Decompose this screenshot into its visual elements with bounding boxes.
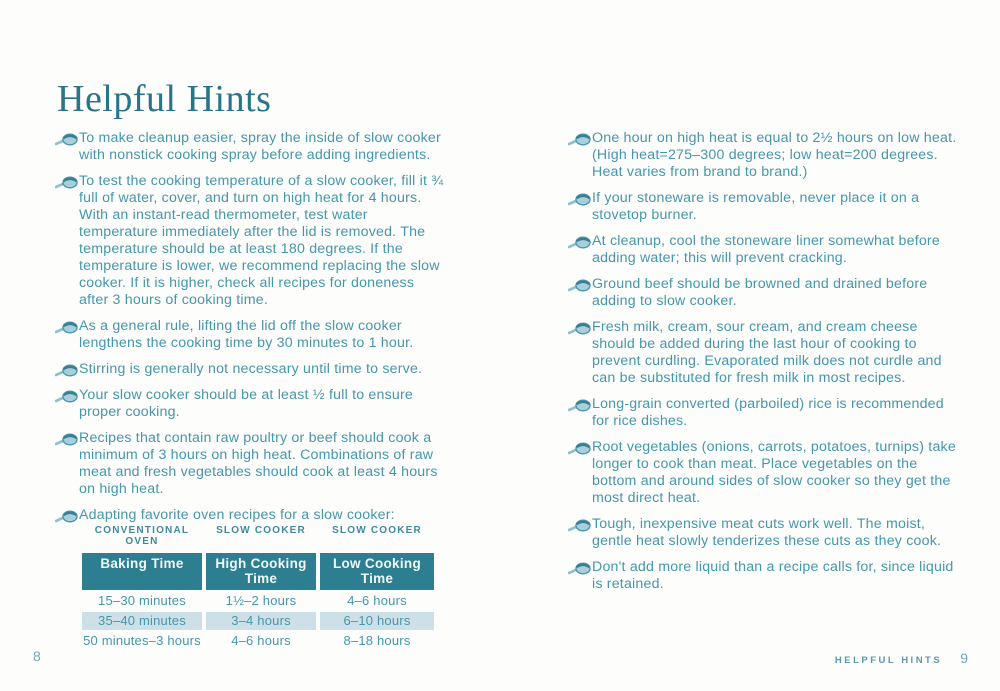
column-group-label: SLOW COOKER (332, 525, 422, 536)
hint-text: At cleanup, cool the stoneware liner somewhat before adding water; this will prevent cracking. (592, 233, 940, 266)
list-item (568, 233, 960, 267)
list-item (55, 173, 447, 309)
ladle-icon (568, 560, 592, 576)
hint-text: To test the cooking temperature of a slow cooker, fill it ¾ full of water, cover, and turn on high heat for 4 hours. With an instant-read thermometer, test water temperature immediately after the lid is removed. The temperature should be at least 180 degrees. If the temperature is lower, we recommend replacing the slow cooker. If it is higher, check all recipes for doneness after 3 hours of cooking time. (79, 173, 444, 308)
ladle-icon (568, 320, 592, 336)
list-item (568, 439, 960, 507)
ladle-icon (568, 131, 592, 147)
list-item (55, 318, 447, 352)
hint-text: Adapting favorite oven recipes for a slow cooker: (79, 507, 395, 523)
hints-list-right (568, 130, 960, 602)
list-item (568, 319, 960, 387)
ladle-icon (568, 277, 592, 293)
table-cell: 6–10 hours (320, 612, 434, 630)
list-item (55, 507, 447, 524)
table-cell: 1½–2 hours (225, 593, 297, 608)
ladle-icon (55, 508, 79, 524)
table-header: High Cooking Time (206, 553, 316, 590)
hint-text: Root vegetables (onions, carrots, potatoes, turnips) take longer to cook than meat. Place vegetables on the bottom and around sides of slow cooker so they get the most direct heat. (592, 439, 956, 506)
hint-text: Stirring is generally not necessary until time to serve. (79, 361, 423, 377)
table-cell: 35–40 minutes (82, 612, 202, 630)
list-item (55, 387, 447, 421)
column-group-label: SLOW COOKER (216, 525, 306, 536)
hint-text: Long-grain converted (parboiled) rice is recommended for rice dishes. (592, 396, 944, 429)
page-number-left: 8 (33, 648, 41, 664)
hint-text: Your slow cooker should be at least ½ full to ensure proper cooking. (79, 387, 414, 420)
footer-chapter-label: HELPFUL HINTS (834, 655, 943, 666)
ladle-icon (55, 174, 79, 190)
hint-text: Ground beef should be browned and drained before adding to slow cooker. (592, 276, 928, 309)
page-title: Helpful Hints (57, 78, 272, 121)
hints-list-left (55, 130, 447, 533)
hint-text: Recipes that contain raw poultry or beef should cook a minimum of 3 hours on high heat. Combinations of raw meat and fresh vegetables should cook at least 4 hours on high heat. (79, 430, 438, 497)
table-cell: 4–6 hours (231, 633, 291, 648)
hint-text: One hour on high heat is equal to 2½ hours on low heat. (High heat=275–300 degrees; low heat=200 degrees. Heat varies from brand to brand.) (592, 130, 957, 180)
column-group-label: CONVENTIONAL OVEN (94, 525, 190, 547)
list-item (55, 430, 447, 498)
hint-text: As a general rule, lifting the lid off the slow cooker lengthens the cooking time by 30 minutes to 1 hour. (79, 318, 414, 351)
footer-right (835, 650, 968, 666)
table-header: Low Cooking Time (320, 553, 434, 590)
list-item (568, 190, 960, 224)
table-header: Baking Time (82, 553, 202, 590)
oven-to-slow-cooker-table (82, 523, 434, 650)
ladle-icon (568, 517, 592, 533)
hint-text: Don't add more liquid than a recipe calls for, since liquid is retained. (592, 559, 954, 592)
table-cell: 15–30 minutes (98, 593, 186, 608)
table-cell: 8–18 hours (343, 633, 411, 648)
page-number-right: 9 (960, 650, 968, 666)
list-item (568, 276, 960, 310)
ladle-icon (568, 191, 592, 207)
hint-text: Tough, inexpensive meat cuts work well. The moist, gentle heat slowly tenderizes these cuts as they cook. (592, 516, 942, 549)
hint-text: To make cleanup easier, spray the inside of slow cooker with nonstick cooking spray before adding ingredients. (79, 130, 441, 163)
table-cell: 50 minutes–3 hours (83, 633, 201, 648)
ladle-icon (55, 388, 79, 404)
list-item (568, 130, 960, 181)
hint-text: Fresh milk, cream, sour cream, and cream cheese should be added during the last hour of cooking to prevent curdling. Evaporated milk does not curdle and can be substituted for fresh milk in most recipes. (592, 319, 942, 386)
table-cell: 4–6 hours (347, 593, 407, 608)
ladle-icon (568, 234, 592, 250)
ladle-icon (55, 431, 79, 447)
ladle-icon (55, 131, 79, 147)
ladle-icon (55, 362, 79, 378)
list-item (55, 361, 447, 378)
ladle-icon (568, 397, 592, 413)
list-item (568, 516, 960, 550)
list-item (55, 130, 447, 164)
list-item (568, 559, 960, 593)
list-item (568, 396, 960, 430)
table-cell: 3–4 hours (206, 612, 316, 630)
ladle-icon (55, 319, 79, 335)
hint-text: If your stoneware is removable, never place it on a stovetop burner. (592, 190, 920, 223)
ladle-icon (568, 440, 592, 456)
